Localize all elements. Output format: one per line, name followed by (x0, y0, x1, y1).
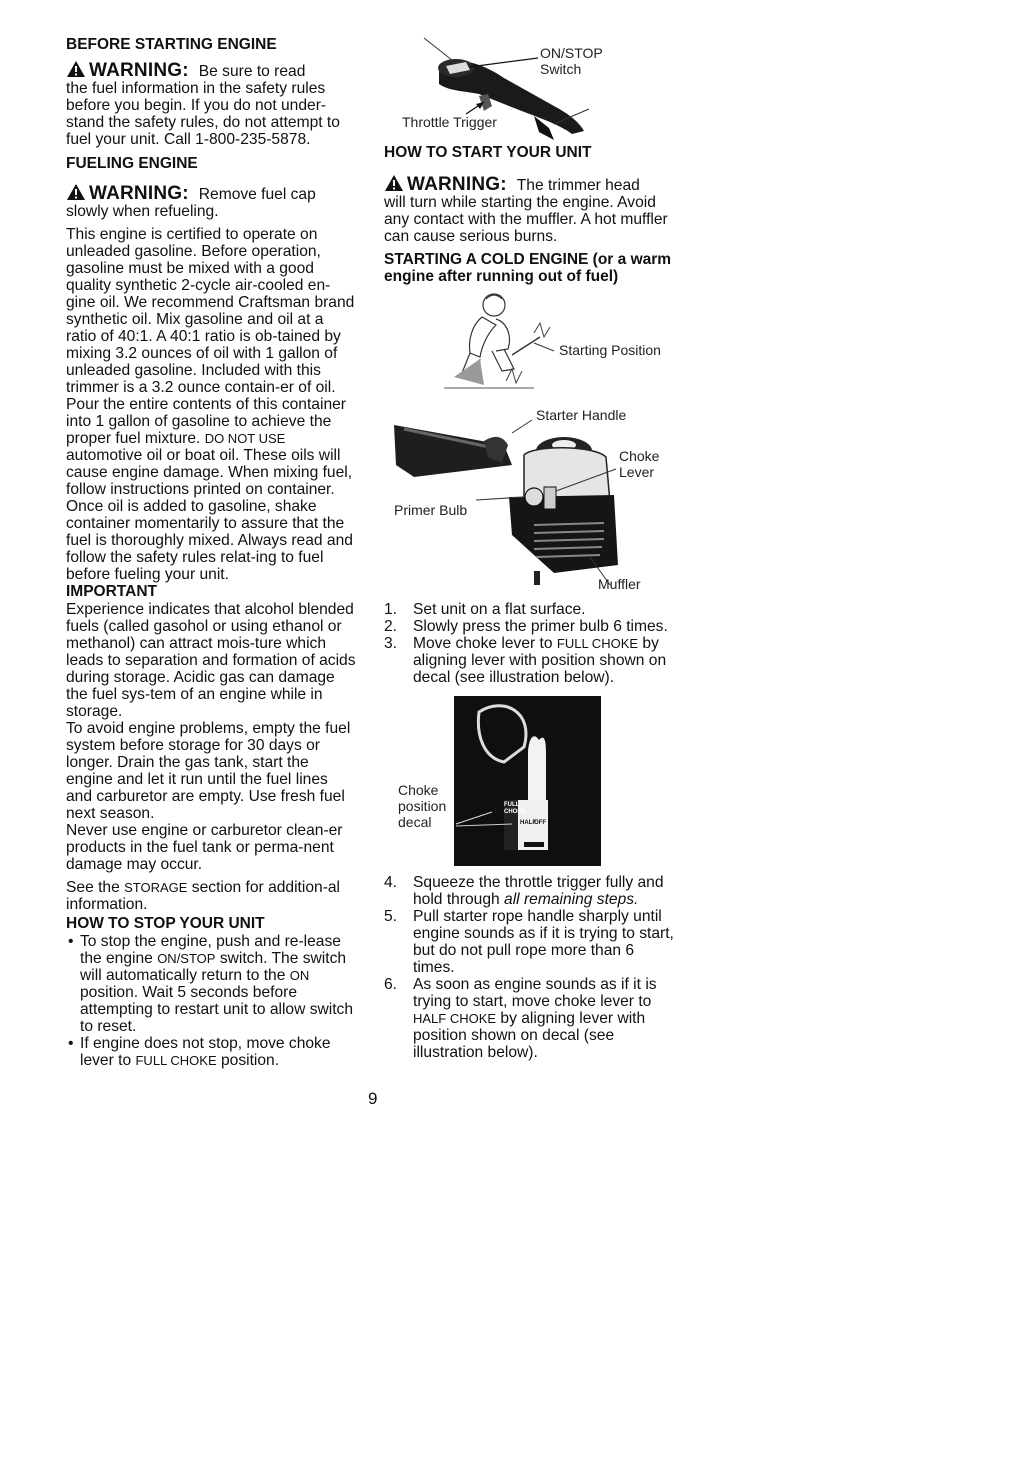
warning-2 (66, 181, 356, 203)
bullet-caps: FULL CHOKE (135, 1053, 217, 1068)
warning-1 (66, 58, 356, 80)
choke-lever-label-2: Lever (619, 464, 655, 480)
left-column (66, 36, 356, 1069)
stop-heading: HOW TO STOP YOUR UNIT (66, 915, 265, 932)
storage-text: See the (66, 879, 120, 896)
step-number: 3. (384, 635, 398, 652)
fuel-paragraph-2: Once oil is added to gasoline, shake container momentarily to assure that the fuel is thoroughly mixed. Always read and follow the safety rules relat-ing to fuel before fueling your unit. (66, 498, 353, 583)
list-item (384, 618, 674, 635)
step-number: 2. (384, 618, 398, 635)
fuel-paragraph-1 (66, 226, 356, 498)
important-heading: IMPORTANT (66, 583, 157, 600)
decal-half: HALF (520, 820, 536, 826)
choke-decal-figure (384, 692, 674, 868)
onstop-label: ON/STOP (540, 45, 603, 61)
warning-2-body: slowly when refueling. (66, 203, 219, 220)
starting-position-figure (384, 285, 674, 403)
important-paragraph-1: Experience indicates that alcohol blended fuels (called gasohol or using ethanol or methanol) can attract mois-ture which leads to separation and formation of acids during storage. Acidic gas can damage the fuel sys-tem of an engine while in storage. (66, 601, 356, 720)
list-item (384, 635, 674, 686)
warning-word: WARNING: (89, 60, 189, 81)
step-text: Slowly press the primer bulb 6 times. (413, 618, 668, 635)
right-column (384, 36, 674, 1061)
warning-word: WARNING: (89, 183, 189, 204)
decal-label-3: decal (398, 814, 432, 830)
important-paragraph-4 (66, 879, 356, 913)
steps-list-a (384, 601, 674, 686)
step-text-part: Move choke lever to (413, 635, 553, 652)
decal-label-2: position (398, 798, 447, 814)
bullet-caps: ON/STOP (157, 951, 216, 966)
warning-3 (384, 172, 674, 194)
choke-lever-label-1: Choke (619, 448, 660, 464)
step-number: 1. (384, 601, 398, 618)
fuel-text-tail: automotive oil or boat oil. These oils will cause engine damage. When mixing fuel, follow instructions printed on container. (66, 447, 353, 498)
step-number: 5. (384, 908, 398, 925)
step-text: Set unit on a flat surface. (413, 601, 586, 618)
step-caps: HALF CHOKE (413, 1011, 497, 1026)
step-text-part: by aligning lever with position shown on decal (see illustration below). (413, 635, 667, 686)
step-caps: FULL CHOKE (556, 636, 639, 651)
step-number: 4. (384, 874, 398, 891)
important-paragraph-3: Never use engine or carburetor clean-er products in the fuel tank or perma-nent damage may occur. (66, 822, 343, 873)
step-text (413, 976, 674, 1061)
switch-label: Switch (540, 61, 582, 77)
decal-label-1: Choke (398, 782, 439, 798)
bullet-text: If engine does not stop, move choke lever to (80, 1035, 331, 1069)
list-item (66, 1035, 356, 1069)
step-text-part: As soon as engine sounds as if it is trying to start, move choke lever to (413, 976, 657, 1010)
bullet-text: position. Wait 5 seconds before attempting to restart unit to allow switch to reset. (80, 984, 354, 1035)
important-paragraph-2: To avoid engine problems, empty the fuel system before storage for 30 days or longer. Drain the gas tank, start the engine and let it run until the fuel lines and carburetor are empty. Use fresh fuel next season. (66, 720, 351, 822)
decal-off: OFF (534, 820, 546, 826)
start-heading: HOW TO START YOUR UNIT (384, 144, 592, 161)
step-text (413, 874, 674, 908)
decal-full: FULL (504, 802, 520, 808)
bullet-text: To stop the engine, push and re-lease the engine (80, 933, 341, 967)
decal-choke: CHOKE (504, 809, 526, 815)
list-item (66, 933, 356, 1035)
warning-1-body: the fuel information in the safety rules before you begin. If you do not under-stand the safety rules, do not attempt to fuel your unit. Call 1-800-235-5878. (66, 80, 340, 148)
warning-3-body: will turn while starting the engine. Avoid any contact with the muffler. A hot muffler can cause serious burns. (384, 194, 668, 245)
storage-text-tail: section for addition-al information. (66, 879, 341, 913)
step-number: 6. (384, 976, 398, 993)
muffler-label: Muffler (598, 576, 641, 592)
page-number: 9 (368, 1089, 378, 1108)
starting-position-label: Starting Position (559, 342, 661, 358)
fuel-caps: DO NOT USE (204, 431, 286, 446)
warning-triangle-icon (384, 174, 404, 192)
bullet-text: position. (220, 1052, 280, 1069)
fueling-heading: FUELING ENGINE (66, 155, 198, 172)
step-text (413, 635, 674, 686)
cold-engine-heading: STARTING A COLD ENGINE (or a warm engine after running out of fuel) (384, 251, 672, 285)
warning-word: WARNING: (407, 174, 507, 195)
stop-list (66, 933, 356, 1069)
throttle-trigger-label: Throttle Trigger (402, 114, 497, 130)
storage-caps: STORAGE (124, 880, 188, 895)
bullet-text: switch. The switch will automatically return to the (80, 950, 347, 984)
bullet-caps: ON (289, 968, 310, 983)
warning-lead: The trimmer head (516, 177, 640, 194)
list-item (384, 874, 674, 908)
list-item (384, 976, 674, 1061)
warning-lead: Be sure to read (198, 63, 306, 80)
warning-triangle-icon (66, 183, 86, 201)
list-item (384, 908, 674, 976)
choke-decal-drawing (384, 692, 674, 868)
list-item (384, 601, 674, 618)
engine-figure (384, 405, 674, 601)
step-italic: all remaining steps. (504, 891, 639, 908)
switch-figure (384, 36, 674, 142)
step-text: Pull starter rope handle sharply until engine sounds as if it is trying to start, but do not pull rope more than 6 times. (413, 908, 674, 976)
step-text-part: by aligning lever with position shown on decal (see illustration below). (413, 1010, 646, 1061)
starter-handle-label: Starter Handle (536, 407, 627, 423)
steps-list-b (384, 874, 674, 1061)
warning-lead: Remove fuel cap (198, 186, 316, 203)
primer-bulb-label: Primer Bulb (394, 502, 468, 518)
warning-triangle-icon (66, 60, 86, 78)
before-starting-heading: BEFORE STARTING ENGINE (66, 36, 277, 53)
step-text-part: Squeeze the throttle trigger fully and hold through (413, 874, 664, 908)
fuel-text: This engine is certified to operate on unleaded gasoline. Before operation, gasoline must be mixed with a good quality synthetic 2-cycle air-cooled en-gine oil. We recommend Craftsman brand synthetic oil. Mix gasoline and oil at a ratio of 40:1. A 40:1 ratio is ob-tained by mixing 3.2 ounces of oil with 1 gallon of unleaded gasoline. Included with this trimmer is a 3.2 ounce contain-er of oil. Pour the entire contents of this container into 1 gallon of gasoline to achieve the proper fuel mixture. (66, 226, 355, 447)
